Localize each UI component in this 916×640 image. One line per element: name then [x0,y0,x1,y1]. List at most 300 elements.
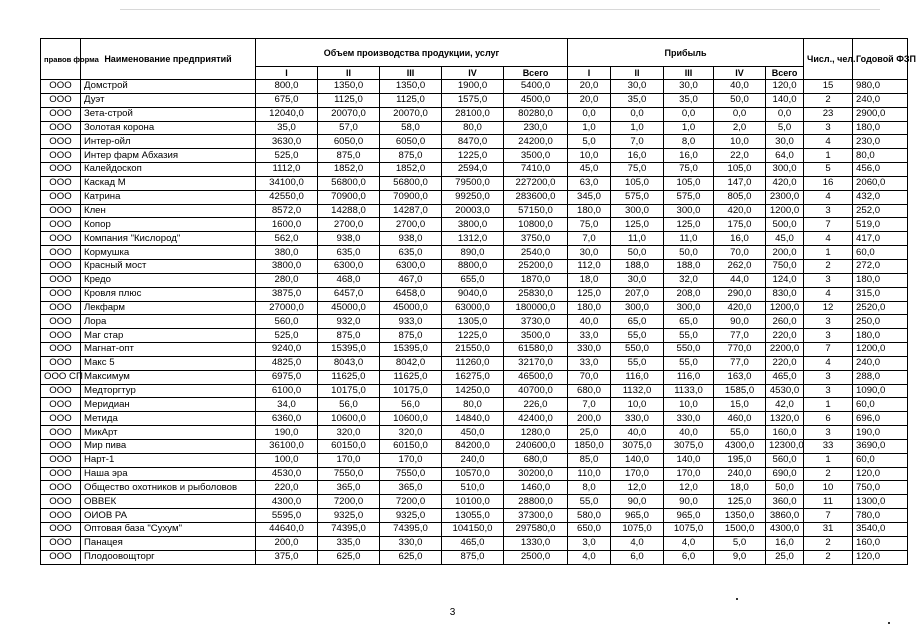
staff-count-cell: 3 [804,384,853,398]
volume-quarter-cell: 1852,0 [318,163,380,177]
profit-quarter-cell: 170,0 [664,467,714,481]
profit-quarter-cell: 33,0 [568,329,611,343]
volume-quarter-cell: 1900,0 [442,80,504,94]
legal-form-cell: ООО [41,315,81,329]
table-row [41,163,908,177]
legal-form-cell: ООО [41,93,81,107]
volume-quarter-cell: 63000,0 [442,301,504,315]
enterprise-name-cell: Общество охотников и рыболовов [81,481,256,495]
legal-form-cell: ООО [41,149,81,163]
staff-count-cell: 1 [804,246,853,260]
profit-quarter-cell: 11,0 [611,232,664,246]
volume-quarter-cell: 9240,0 [256,343,318,357]
table-row [41,550,908,564]
profit-quarter-cell: 16,0 [714,232,766,246]
table-row [41,495,908,509]
legal-form-cell: ООО [41,301,81,315]
volume-quarter-cell: 6050,0 [318,135,380,149]
volume-quarter-cell: 1350,0 [318,80,380,94]
profit-quarter-cell: 30,0 [611,80,664,94]
profit-quarter-cell: 90,0 [611,495,664,509]
profit-quarter-cell: 1132,0 [611,384,664,398]
col-name-header: Наименование предприятий [81,39,256,80]
profit-total-cell: 140,0 [766,93,804,107]
annual-payroll-cell: 240,0 [853,93,908,107]
volume-quarter-cell: 35,0 [256,121,318,135]
legal-form-cell: ООО [41,439,81,453]
profit-quarter-cell: 188,0 [664,259,714,273]
vol-quarter-header: III [380,67,442,80]
table-row [41,384,908,398]
volume-quarter-cell: 12040,0 [256,107,318,121]
annual-payroll-cell: 2900,0 [853,107,908,121]
profit-quarter-cell: 16,0 [664,149,714,163]
volume-quarter-cell: 1225,0 [442,329,504,343]
table-row [41,259,908,273]
profit-quarter-cell: 175,0 [714,218,766,232]
profit-quarter-cell: 70,0 [568,370,611,384]
volume-quarter-cell: 875,0 [318,329,380,343]
profit-quarter-cell: 55,0 [664,356,714,370]
annual-payroll-cell: 240,0 [853,356,908,370]
volume-quarter-cell: 6360,0 [256,412,318,426]
profit-quarter-cell: 7,0 [568,398,611,412]
table-header [41,39,916,80]
table-row [41,218,908,232]
legal-form-cell: ООО [41,204,81,218]
volume-total-cell: 7410,0 [504,163,568,177]
table-row [41,453,908,467]
volume-quarter-cell: 675,0 [256,93,318,107]
profit-quarter-cell: 90,0 [664,495,714,509]
volume-quarter-cell: 10175,0 [380,384,442,398]
profit-quarter-cell: 10,0 [611,398,664,412]
volume-total-cell: 3500,0 [504,329,568,343]
staff-count-cell: 2 [804,536,853,550]
enterprise-name-cell: Кровля плюс [81,287,256,301]
annual-payroll-cell: 519,0 [853,218,908,232]
profit-quarter-cell: 420,0 [714,204,766,218]
staff-count-cell: 1 [804,453,853,467]
annual-payroll-cell: 120,0 [853,467,908,481]
scan-speck [736,598,738,600]
volume-quarter-cell: 10600,0 [380,412,442,426]
profit-quarter-cell: 40,0 [568,315,611,329]
profit-quarter-cell: 262,0 [714,259,766,273]
volume-total-cell: 2540,0 [504,246,568,260]
enterprise-name-cell: ОВВЕК [81,495,256,509]
legal-form-cell: ООО [41,550,81,564]
staff-count-cell: 10 [804,481,853,495]
volume-quarter-cell: 84200,0 [442,439,504,453]
annual-payroll-cell: 180,0 [853,121,908,135]
profit-total-cell: 360,0 [766,495,804,509]
volume-quarter-cell: 10570,0 [442,467,504,481]
profit-total-cell: 64,0 [766,149,804,163]
profit-quarter-cell: 18,0 [714,481,766,495]
volume-quarter-cell: 7550,0 [380,467,442,481]
volume-quarter-cell: 9325,0 [318,509,380,523]
volume-total-cell: 240600,0 [504,439,568,453]
scan-speck [888,622,890,624]
profit-total-cell: 5,0 [766,121,804,135]
annual-payroll-cell: 3690,0 [853,439,908,453]
staff-count-cell: 7 [804,343,853,357]
legal-form-cell: ООО [41,481,81,495]
profit-quarter-cell: 300,0 [664,204,714,218]
profit-quarter-header: IV [714,67,766,80]
profit-quarter-cell: 550,0 [664,343,714,357]
profit-quarter-cell: 25,0 [568,426,611,440]
volume-quarter-cell: 6458,0 [380,287,442,301]
profit-quarter-cell: 163,0 [714,370,766,384]
col-profit-header: Прибыль [568,39,804,67]
volume-quarter-cell: 56800,0 [380,176,442,190]
volume-quarter-cell: 375,0 [256,550,318,564]
profit-quarter-cell: 15,0 [714,398,766,412]
staff-count-cell: 4 [804,135,853,149]
enterprise-name-cell: Калейдоскоп [81,163,256,177]
volume-total-cell: 32170,0 [504,356,568,370]
profit-quarter-cell: 44,0 [714,273,766,287]
legal-form-cell: ООО [41,412,81,426]
profit-quarter-cell: 2,0 [714,121,766,135]
volume-quarter-cell: 11260,0 [442,356,504,370]
volume-quarter-cell: 56800,0 [318,176,380,190]
volume-quarter-cell: 20003,0 [442,204,504,218]
volume-quarter-cell: 380,0 [256,246,318,260]
volume-total-cell: 1330,0 [504,536,568,550]
annual-payroll-cell: 456,0 [853,163,908,177]
staff-count-cell: 3 [804,204,853,218]
annual-payroll-cell: 315,0 [853,287,908,301]
volume-quarter-cell: 74395,0 [318,523,380,537]
profit-quarter-cell: 77,0 [714,356,766,370]
profit-quarter-cell: 300,0 [664,301,714,315]
staff-count-cell: 11 [804,495,853,509]
profit-quarter-cell: 3,0 [568,536,611,550]
profit-quarter-cell: 1133,0 [664,384,714,398]
volume-quarter-cell: 20070,0 [318,107,380,121]
table-row [41,370,908,384]
table-row [41,509,908,523]
table-row [41,149,908,163]
volume-quarter-cell: 365,0 [318,481,380,495]
volume-quarter-cell: 15395,0 [318,343,380,357]
volume-quarter-cell: 10175,0 [318,384,380,398]
enterprise-name-cell: Оптовая база "Сухум" [81,523,256,537]
annual-payroll-cell: 80,0 [853,149,908,163]
staff-count-cell: 7 [804,509,853,523]
volume-quarter-cell: 6300,0 [380,259,442,273]
enterprise-name-cell: Красный мост [81,259,256,273]
annual-payroll-cell: 750,0 [853,481,908,495]
vol-quarter-header: II [318,67,380,80]
enterprise-name-cell: Маг стар [81,329,256,343]
volume-total-cell: 230,0 [504,121,568,135]
profit-quarter-cell: 7,0 [568,232,611,246]
annual-payroll-cell: 696,0 [853,412,908,426]
legal-form-cell: ООО [41,218,81,232]
profit-quarter-cell: 35,0 [611,93,664,107]
profit-quarter-cell: 208,0 [664,287,714,301]
profit-quarter-cell: 12,0 [664,481,714,495]
profit-quarter-cell: 140,0 [611,453,664,467]
staff-count-cell: 4 [804,356,853,370]
enterprise-name-cell: Нарт-1 [81,453,256,467]
profit-quarter-cell: 6,0 [611,550,664,564]
profit-total-cell: 500,0 [766,218,804,232]
profit-quarter-cell: 180,0 [568,204,611,218]
volume-quarter-cell: 20070,0 [380,107,442,121]
staff-count-cell: 4 [804,232,853,246]
volume-quarter-cell: 933,0 [380,315,442,329]
profit-quarter-cell: 125,0 [611,218,664,232]
volume-quarter-cell: 56,0 [380,398,442,412]
table-row [41,232,908,246]
profit-quarter-cell: 10,0 [664,398,714,412]
volume-quarter-cell: 3800,0 [256,259,318,273]
volume-quarter-cell: 14840,0 [442,412,504,426]
volume-quarter-cell: 7550,0 [318,467,380,481]
profit-quarter-cell: 140,0 [664,453,714,467]
profit-quarter-cell: 1,0 [664,121,714,135]
volume-quarter-cell: 2594,0 [442,163,504,177]
volume-quarter-cell: 320,0 [318,426,380,440]
profit-quarter-cell: 0,0 [714,107,766,121]
volume-total-cell: 226,0 [504,398,568,412]
profit-total-cell: 750,0 [766,259,804,273]
profit-quarter-cell: 55,0 [611,329,664,343]
volume-quarter-cell: 99250,0 [442,190,504,204]
volume-quarter-cell: 11625,0 [380,370,442,384]
profit-total-cell: 420,0 [766,176,804,190]
volume-total-cell: 3750,0 [504,232,568,246]
profit-total-cell: 42,0 [766,398,804,412]
page-number: 3 [449,607,456,618]
volume-quarter-cell: 2700,0 [380,218,442,232]
volume-quarter-cell: 9040,0 [442,287,504,301]
staff-count-cell: 31 [804,523,853,537]
staff-count-cell: 6 [804,412,853,426]
volume-quarter-cell: 10100,0 [442,495,504,509]
table-row [41,301,908,315]
profit-quarter-cell: 180,0 [568,301,611,315]
profit-quarter-cell: 188,0 [611,259,664,273]
profit-total-cell: 300,0 [766,163,804,177]
legal-form-cell: ООО [41,163,81,177]
profit-total-cell: 220,0 [766,356,804,370]
volume-total-cell: 57150,0 [504,204,568,218]
profit-total-cell: 2300,0 [766,190,804,204]
volume-quarter-cell: 525,0 [256,329,318,343]
profit-quarter-cell: 40,0 [611,426,664,440]
volume-quarter-cell: 8800,0 [442,259,504,273]
profit-quarter-cell: 30,0 [611,273,664,287]
legal-form-cell: ООО [41,80,81,94]
profit-quarter-cell: 40,0 [664,426,714,440]
page-top-rule [120,9,880,10]
volume-quarter-cell: 240,0 [442,453,504,467]
profit-total-cell: 200,0 [766,246,804,260]
profit-quarter-cell: 0,0 [568,107,611,121]
volume-quarter-cell: 13055,0 [442,509,504,523]
profit-quarter-cell: 0,0 [664,107,714,121]
staff-count-cell: 3 [804,426,853,440]
annual-payroll-cell: 252,0 [853,204,908,218]
profit-total-cell: 1200,0 [766,301,804,315]
enterprise-name-cell: Лекфарм [81,301,256,315]
volume-total-cell: 2500,0 [504,550,568,564]
profit-total-cell: 4300,0 [766,523,804,537]
profit-quarter-cell: 110,0 [568,467,611,481]
volume-quarter-cell: 58,0 [380,121,442,135]
profit-quarter-cell: 550,0 [611,343,664,357]
volume-quarter-cell: 8043,0 [318,356,380,370]
volume-quarter-cell: 875,0 [318,149,380,163]
legal-form-cell: ООО [41,509,81,523]
profit-quarter-cell: 3075,0 [611,439,664,453]
annual-payroll-cell: 2060,0 [853,176,908,190]
volume-quarter-cell: 45000,0 [380,301,442,315]
table-row [41,523,908,537]
annual-payroll-cell: 60,0 [853,398,908,412]
legal-form-cell: ООО [41,121,81,135]
annual-payroll-cell: 60,0 [853,246,908,260]
staff-count-cell: 7 [804,218,853,232]
profit-quarter-header: Всего [766,67,804,80]
staff-count-cell: 3 [804,315,853,329]
volume-quarter-cell: 938,0 [380,232,442,246]
volume-quarter-cell: 28100,0 [442,107,504,121]
volume-total-cell: 30200,0 [504,467,568,481]
profit-quarter-cell: 45,0 [568,163,611,177]
volume-quarter-cell: 16275,0 [442,370,504,384]
profit-quarter-cell: 1075,0 [664,523,714,537]
volume-total-cell: 1460,0 [504,481,568,495]
col-fund-header: Годовой ФЗП [853,39,908,80]
annual-payroll-cell: 2520,0 [853,301,908,315]
staff-count-cell: 33 [804,439,853,453]
staff-count-cell: 16 [804,176,853,190]
volume-quarter-cell: 1305,0 [442,315,504,329]
annual-payroll-cell: 3540,0 [853,523,908,537]
profit-quarter-cell: 580,0 [568,509,611,523]
enterprise-name-cell: Домстрой [81,80,256,94]
profit-quarter-cell: 70,0 [714,246,766,260]
table-row [41,343,908,357]
legal-form-cell: ООО СП [41,370,81,384]
profit-quarter-cell: 5,0 [568,135,611,149]
volume-quarter-cell: 9325,0 [380,509,442,523]
volume-quarter-cell: 1350,0 [380,80,442,94]
profit-quarter-cell: 0,0 [611,107,664,121]
profit-quarter-header: III [664,67,714,80]
volume-quarter-cell: 560,0 [256,315,318,329]
annual-payroll-cell: 272,0 [853,259,908,273]
volume-quarter-cell: 60150,0 [318,439,380,453]
staff-count-cell: 2 [804,93,853,107]
table-row [41,467,908,481]
profit-quarter-cell: 330,0 [568,343,611,357]
enterprise-name-cell: Катрина [81,190,256,204]
volume-quarter-cell: 21550,0 [442,343,504,357]
enterprise-name-cell: Интер-ойл [81,135,256,149]
volume-quarter-cell: 465,0 [442,536,504,550]
profit-quarter-cell: 105,0 [714,163,766,177]
legal-form-cell: ООО [41,523,81,537]
enterprise-name-cell: Интер фарм Абхазия [81,149,256,163]
profit-quarter-cell: 63,0 [568,176,611,190]
volume-total-cell: 42400,0 [504,412,568,426]
volume-quarter-cell: 1225,0 [442,149,504,163]
profit-quarter-cell: 55,0 [714,426,766,440]
volume-quarter-cell: 3630,0 [256,135,318,149]
enterprise-name-cell: Макс 5 [81,356,256,370]
profit-quarter-cell: 10,0 [568,149,611,163]
enterprise-name-cell: Плодоовощторг [81,550,256,564]
volume-total-cell: 24200,0 [504,135,568,149]
volume-quarter-cell: 280,0 [256,273,318,287]
volume-quarter-cell: 510,0 [442,481,504,495]
profit-quarter-cell: 90,0 [714,315,766,329]
profit-quarter-cell: 195,0 [714,453,766,467]
legal-form-cell: ООО [41,107,81,121]
volume-quarter-cell: 890,0 [442,246,504,260]
profit-quarter-cell: 965,0 [664,509,714,523]
volume-total-cell: 5400,0 [504,80,568,94]
volume-quarter-cell: 655,0 [442,273,504,287]
enterprise-name-cell: Максимум [81,370,256,384]
profit-quarter-cell: 420,0 [714,301,766,315]
profit-quarter-cell: 8,0 [664,135,714,149]
profit-quarter-cell: 3075,0 [664,439,714,453]
profit-quarter-cell: 55,0 [664,329,714,343]
staff-count-cell: 4 [804,287,853,301]
profit-quarter-cell: 65,0 [611,315,664,329]
staff-count-cell: 5 [804,163,853,177]
annual-payroll-cell: 190,0 [853,426,908,440]
volume-quarter-cell: 36100,0 [256,439,318,453]
volume-total-cell: 3730,0 [504,315,568,329]
volume-quarter-cell: 14288,0 [318,204,380,218]
volume-quarter-cell: 14287,0 [380,204,442,218]
profit-total-cell: 30,0 [766,135,804,149]
volume-quarter-cell: 625,0 [380,550,442,564]
legal-form-cell: ООО [41,246,81,260]
table-row [41,121,908,135]
table-row [41,287,908,301]
profit-quarter-cell: 50,0 [714,93,766,107]
legal-form-cell: ООО [41,135,81,149]
volume-quarter-cell: 875,0 [380,149,442,163]
profit-quarter-cell: 1,0 [568,121,611,135]
volume-total-cell: 25830,0 [504,287,568,301]
volume-quarter-cell: 45000,0 [318,301,380,315]
enterprise-name-cell: Медторгтур [81,384,256,398]
profit-quarter-cell: 11,0 [664,232,714,246]
table-row [41,398,908,412]
staff-count-cell: 2 [804,259,853,273]
volume-quarter-cell: 42550,0 [256,190,318,204]
profit-quarter-cell: 105,0 [664,176,714,190]
volume-quarter-cell: 6050,0 [380,135,442,149]
table-row [41,356,908,370]
enterprise-name-cell: Кормушка [81,246,256,260]
enterprises-table [40,38,916,565]
profit-total-cell: 0,0 [766,107,804,121]
volume-quarter-cell: 27000,0 [256,301,318,315]
